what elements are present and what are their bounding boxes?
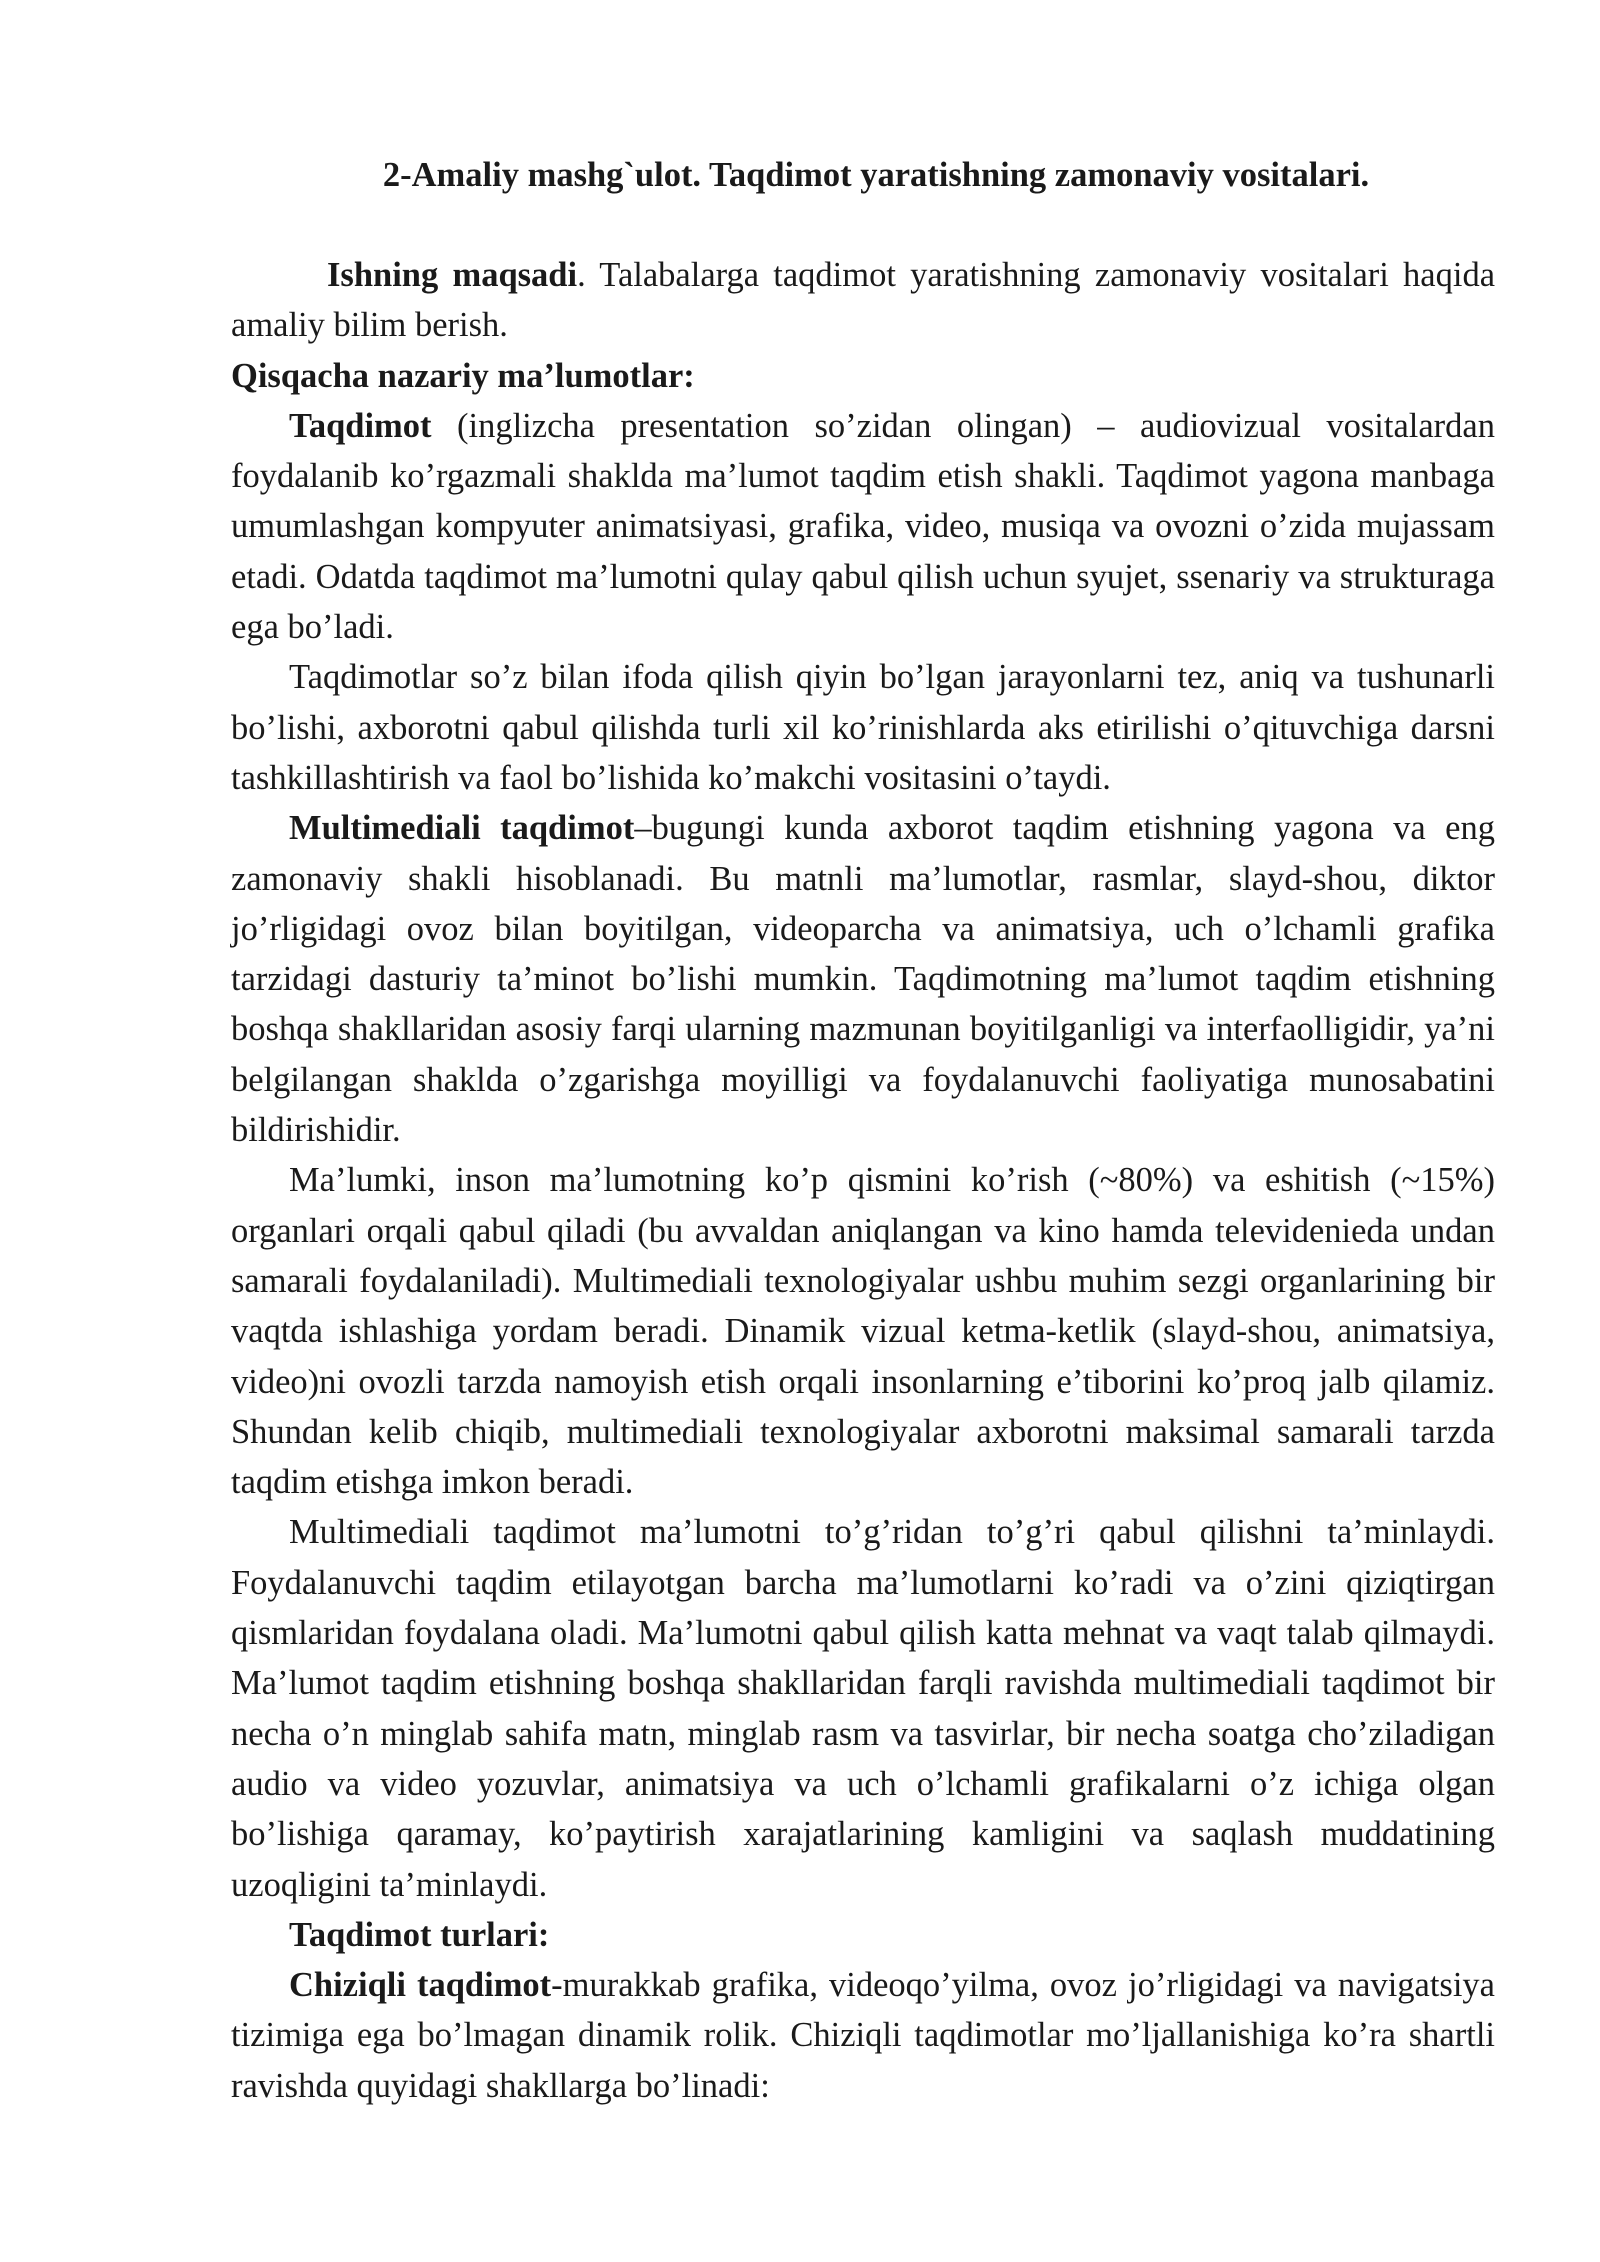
paragraph-multimediali-qabul: Multimediali taqdimot ma’lumotni to’g’ridan to’g’ri qabul qilishni ta’minlaydi. Foydalanuvchi taqdim etilayotgan barcha ma’lumotlarni ko’radi va o’zini qiziqtirgan qismlaridan foydalana oladi. Ma’lumotni qabul qilish katta mehnat va vaqt talab qilmaydi. Ma’lumot taqdim etishning boshqa shakllaridan farqli ravishda multimediali taqdimot bir necha o’n minglab sahifa matn, minglab rasm va tasvirlar, bir necha soatga cho’ziladigan audio va video yozuvlar, animatsiya va uch o’lchamli grafikalarni o’z ichiga olgan bo’lishiga qaramay, ko’paytirish xarajatlarining kamligini va saqlash muddatining uzoqligini ta’minlaydi. [231, 1513, 1495, 1904]
paragraph-multimediali-text: –bugungi kunda axborot taqdim etishning yagona va eng zamonaviy shakli hisoblanadi. Bu matnli ma’lumotlar, rasmlar, slayd-shou, diktor jo’rligidagi ovoz bilan boyitilgan, videoparcha va animatsiya, uch o’lchamli grafika tarzidagi dasturiy ta’minot bo’lishi mumkin. Taqdimotning ma’lumot taqdim etishning boshqa shakllaridan asosiy farqi ularning mazmunan boyitilganligi va interfaolligidir, ya’ni belgilangan shaklda o’zgarishga moyilligi va foydalanuvchi faoliyatiga munosabatini bildirishidir. [231, 809, 1495, 1150]
paragraph-chiziqli [231, 1960, 1495, 2111]
theory-heading: Qisqacha nazariy ma’lumotlar: [231, 356, 695, 395]
term-taqdimot: Taqdimot [289, 406, 432, 445]
goal-label: Ishning maqsadi [327, 256, 578, 294]
document-page [231, 150, 1495, 2111]
term-multimediali-taqdimot: Multimediali taqdimot [289, 809, 635, 848]
goal-paragraph [231, 250, 1495, 351]
paragraph-taqdimot [231, 401, 1495, 652]
paragraph-multimediali [231, 803, 1495, 1155]
paragraph-malumki: Ma’lumki, inson ma’lumotning ko’p qismini ko’rish (~80%) va eshitish (~15%) organlari orqali qabul qiladi (bu avvaldan aniqlangan va kino hamda televidenieda undan samarali foydalaniladi). Multimediali texnologiyalar ushbu muhim sezgi organlarining bir vaqtda ishlashiga yordam beradi. Dinamik vizual ketma-ketlik (slayd-shou, animatsiya, video)ni ovozli tarzda namoyish etish orqali insonlarning e’tiborini ko’proq jalb qilamiz. Shundan kelib chiqib, multimediali texnologiyalar axborotni maksimal samarali tarzda taqdim etishga imkon beradi. [231, 1161, 1495, 1502]
paragraph-chiziqli-text: -murakkab grafika, videoqo’yilma, ovoz jo’rligidagi va navigatsiya tizimiga ega bo’lmagan dinamik rolik. Chiziqli taqdimotlar mo’ljallanishiga ko’ra shartli ravishda quyidagi shakllarga bo’linadi: [231, 1966, 1495, 2105]
types-heading: Taqdimot turlari: [289, 1915, 550, 1954]
goal-text: . Talabalarga taqdimot yaratishning zamonaviy vositalari haqida amaliy bilim berish. [231, 256, 1496, 345]
paragraph-taqdimotlar: Taqdimotlar so’z bilan ifoda qilish qiyin bo’lgan jarayonlarni tez, aniq va tushunarli bo’lishi, axborotni qabul qilishda turli xil ko’rinishlarda aks etirilishi o’qituvchiga darsni tashkillashtirish va faol bo’lishida ko’makchi vositasini o’taydi. [231, 658, 1495, 797]
document-title: 2-Amaliy mashg`ulot. Taqdimot yaratishning zamonaviy vositalari. [382, 156, 1370, 194]
paragraph-taqdimot-text: (inglizcha presentation so’zidan olingan) – audiovizual vositalardan foydalanib ko’rgazmali shaklda ma’lumot taqdim etish shakli. Taqdimot yagona manbaga umumlashgan kompyuter animatsiyasi, grafika, video, musiqa va ovozni o’zida mujassam etadi. Odatda taqdimot ma’lumotni qulay qabul qilish uchun syujet, ssenariy va strukturaga ega bo’ladi. [231, 406, 1495, 647]
term-chiziqli-taqdimot: Chiziqli taqdimot [289, 1966, 552, 2005]
